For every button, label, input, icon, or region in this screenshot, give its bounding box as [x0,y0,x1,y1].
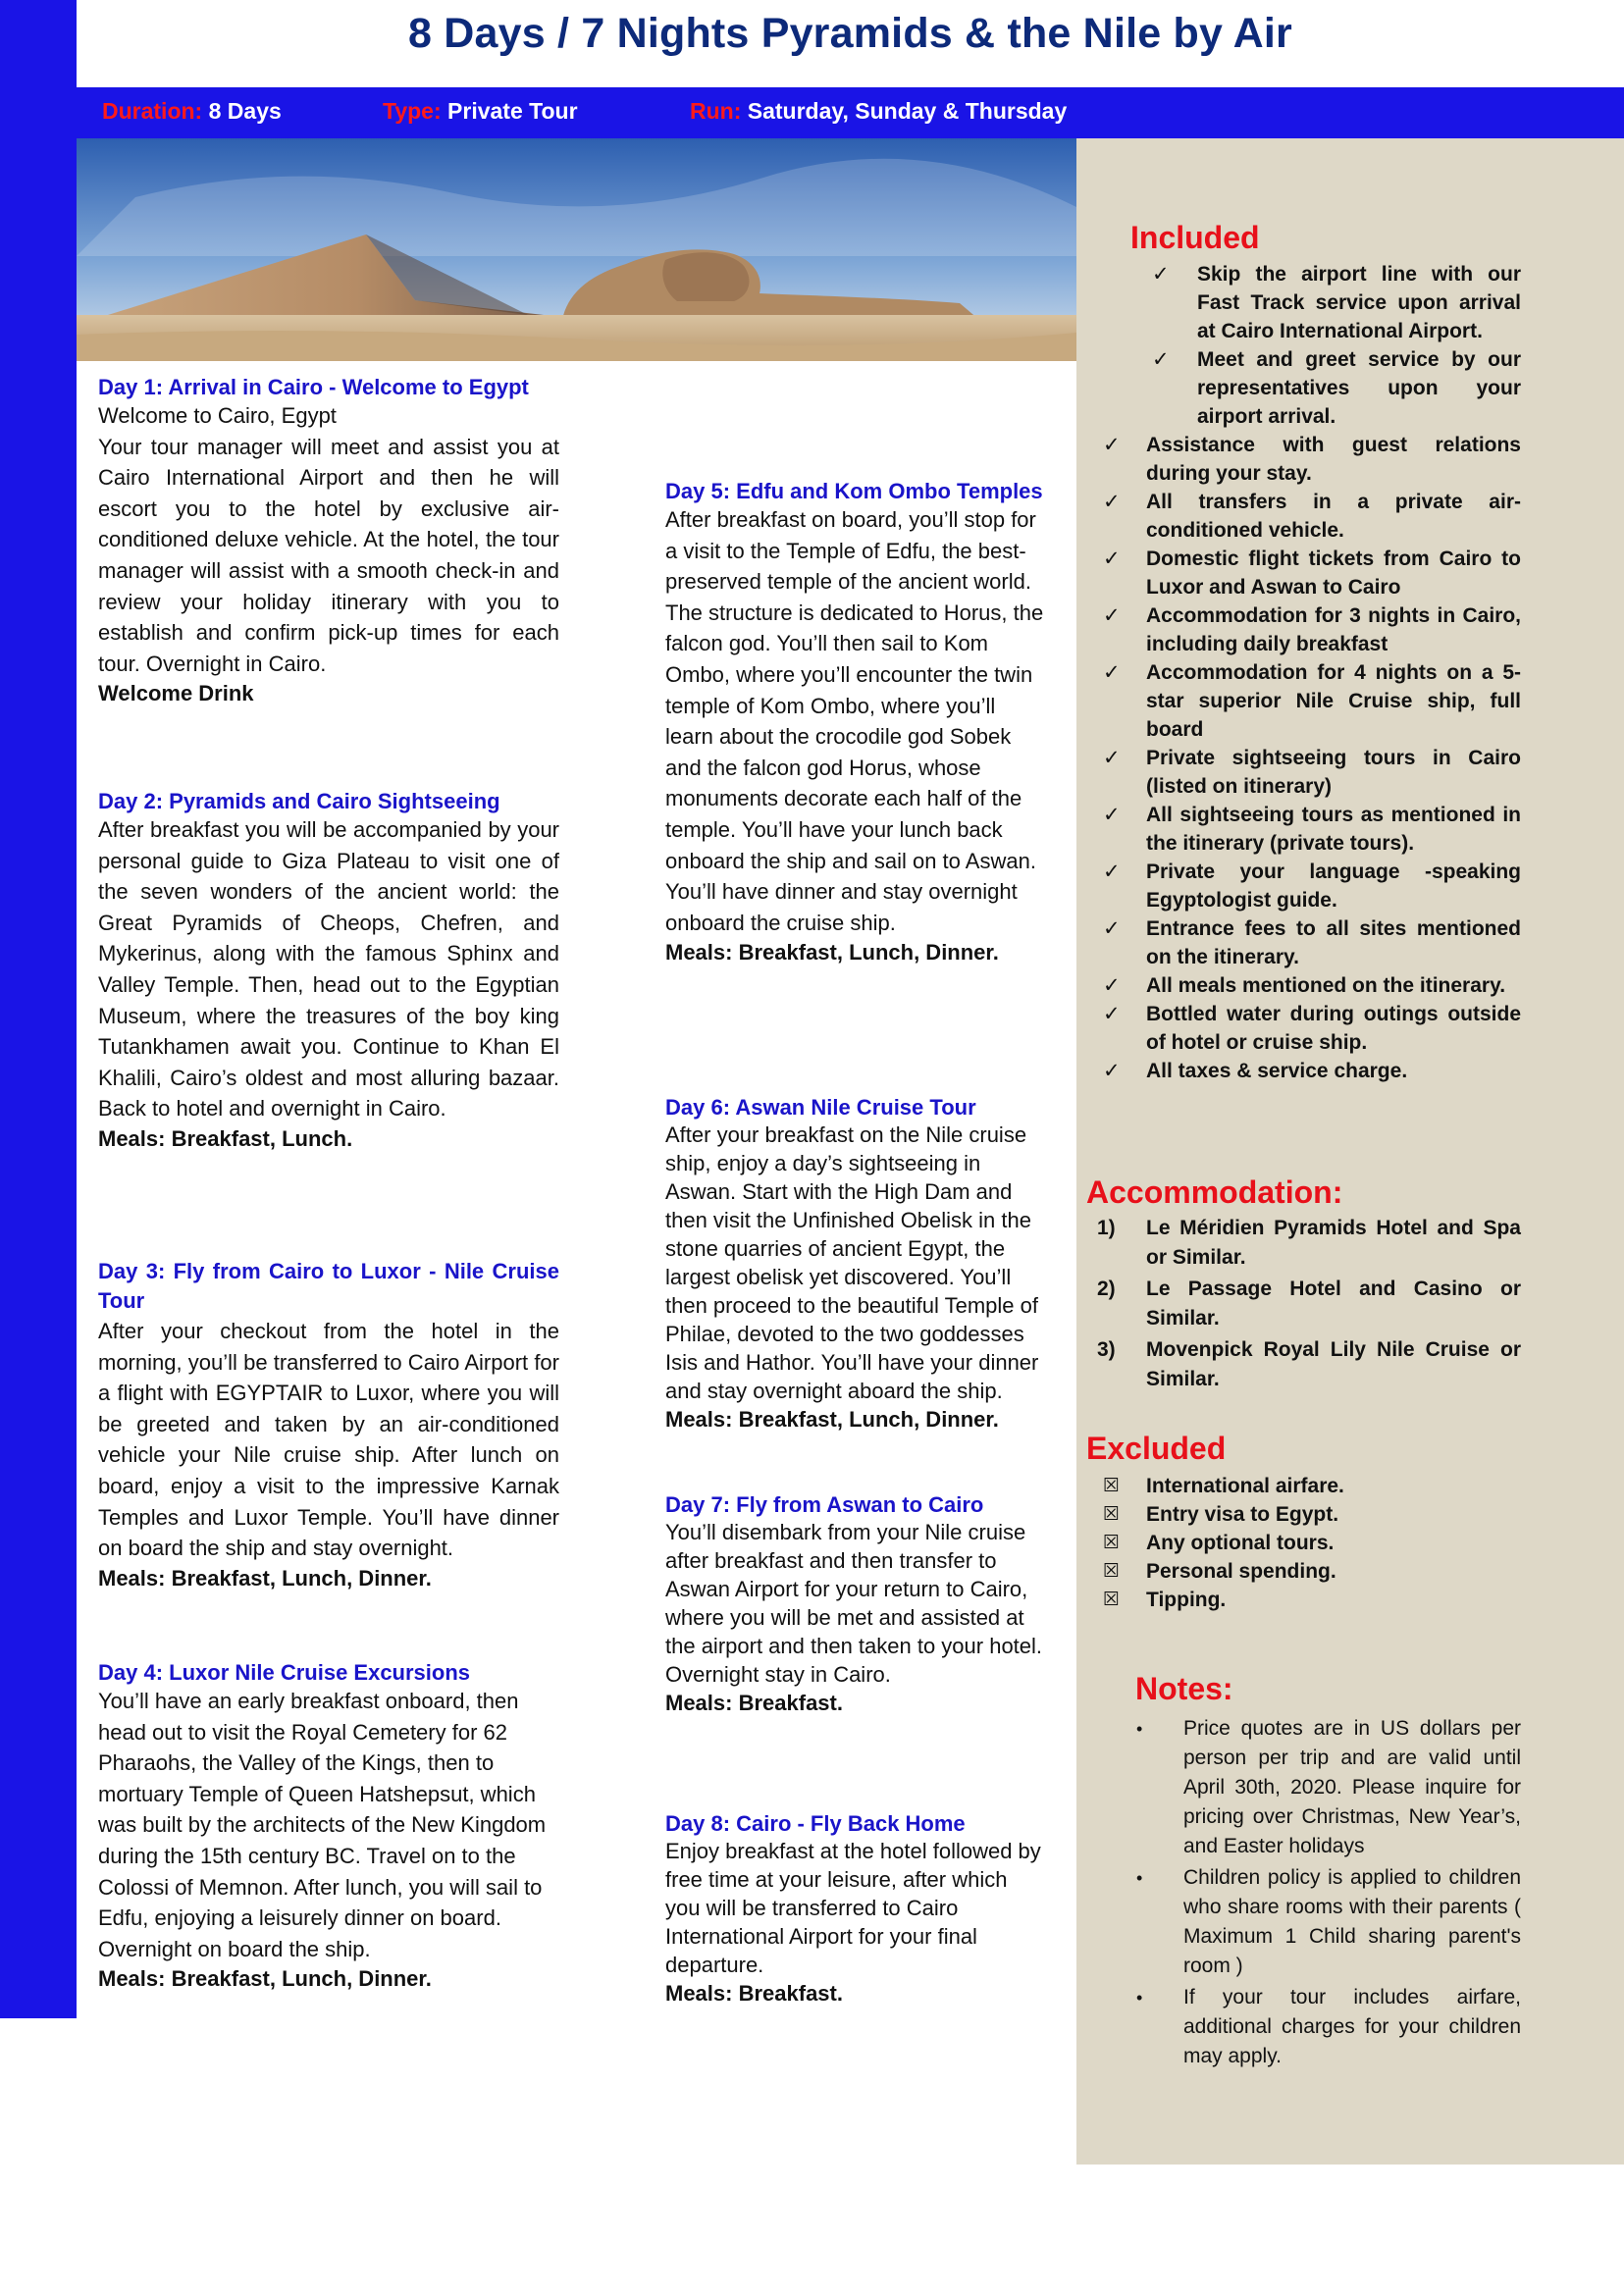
included-item: ✓ Assistance with guest relations during your stay. [1089,431,1521,488]
day-title: Day 4: Luxor Nile Cruise Excursions [98,1660,471,1685]
included-list [1089,260,1521,1085]
tour-info-bar [77,87,1624,138]
check-icon: ✓ [1103,974,1121,997]
included-item: ✓ Entrance fees to all sites mentioned on the itinerary. [1089,914,1521,971]
notes-heading: Notes: [1135,1671,1233,1706]
day-2-section [98,788,559,1154]
day-5-section [665,478,1048,967]
day-meals: Welcome Drink [98,681,254,706]
day-title: Day 5: Edfu and Kom Ombo Temples [665,479,1043,503]
included-heading: Included [1130,220,1260,255]
excluded-item: ☒ Tipping. [1089,1586,1521,1614]
type-info: Type: Private Tour [383,98,578,124]
check-icon: ✓ [1103,661,1121,684]
day-meals: Meals: Breakfast, Lunch, Dinner. [98,1565,432,1591]
check-icon: ✓ [1103,491,1121,513]
day-meals: Meals: Breakfast, Lunch, Dinner. [665,940,999,965]
excluded-item: ☒ International airfare. [1089,1472,1521,1500]
day-1-section [98,374,559,708]
note-item: • Children policy is applied to children who share rooms with their parents ( Maximum 1 Child sharing parent's room ) [1109,1863,1521,1981]
included-item: ✓ Domestic flight tickets from Cairo to Luxor and Aswan to Cairo [1089,545,1521,601]
check-icon: ✓ [1103,917,1121,940]
box-x-icon: ☒ [1103,1561,1121,1582]
pyramids-sphinx-photo [77,138,1076,361]
check-icon: ✓ [1103,548,1121,570]
accommodation-item: 1) Le Méridien Pyramids Hotel and Spa or Similar. [1097,1217,1521,1269]
box-x-icon: ☒ [1103,1476,1121,1496]
day-text: Enjoy breakfast at the hotel followed by free time at your leisure, after which you will be transferred to Cairo International Airport for your final departure. [665,1839,1041,1977]
excluded-heading: Excluded [1086,1431,1227,1466]
day-title: Day 3: Fly from Cairo to Luxor - Nile Cruise Tour [98,1259,559,1313]
day-title: Day 1: Arrival in Cairo - Welcome to Egypt [98,375,529,399]
day-3-section [98,1257,559,1593]
left-accent-bar [0,0,77,2018]
check-icon: ✓ [1103,1003,1121,1025]
day-meals: Meals: Breakfast, Lunch, Dinner. [98,1966,432,1992]
duration-info: Duration: 8 Days [102,98,282,124]
day-title: Day 2: Pyramids and Cairo Sightseeing [98,789,500,813]
check-icon: ✓ [1103,804,1121,826]
box-x-icon: ☒ [1103,1590,1121,1610]
note-item: • If your tour includes airfare, additional charges for your children may apply. [1109,1983,1521,2071]
included-item: ✓ Meet and greet service by our representatives upon your airport arrival. [1089,345,1521,431]
included-item: ✓ All sightseeing tours as mentioned in the itinerary (private tours). [1089,801,1521,858]
check-icon: ✓ [1152,348,1170,371]
day-4-section [98,1659,559,1994]
page-title: 8 Days / 7 Nights Pyramids & the Nile by Air [408,10,1292,57]
day-text: You’ll have an early breakfast onboard, then head out to visit the Royal Cemetery for 62 Pharaohs, the Valley of the Kings, then to mortuary Temple of Queen Hatshepsut, which was built by the architects of the New Kingdom during the 15th century BC. Travel on to the Colossi of Memnon. After lunch, you will sail to Edfu, enjoying a leisurely dinner on board. Overnight on board the ship. [98,1689,547,1961]
day-meals: Meals: Breakfast, Lunch. [98,1125,353,1151]
day-title: Day 7: Fly from Aswan to Cairo [665,1492,984,1517]
day-text: After your checkout from the hotel in the morning, you’ll be transferred to Cairo Airport for a flight with EGYPTAIR to Luxor, where you will be greeted and taken by an air-conditioned vehicle your Nile cruise ship. After lunch on board, enjoy a visit to the impressive Karnak Temples and Luxor Temple. You’ll have dinner on board the ship and stay overnight. [98,1319,559,1561]
excluded-list [1089,1472,1521,1614]
day-intro: Welcome to Cairo, Egypt [98,403,337,428]
included-item: ✓ Skip the airport line with our Fast Track service upon arrival at Cairo International Airport. [1089,260,1521,345]
day-7-section [665,1491,1048,1718]
run-info: Run: Saturday, Sunday & Thursday [690,98,1068,124]
day-meals: Meals: Breakfast. [665,1691,843,1715]
day-title: Day 6: Aswan Nile Cruise Tour [665,1095,976,1120]
day-text: Your tour manager will meet and assist you at Cairo International Airport and then he will escort you to the hotel by exclusive air-conditioned deluxe vehicle. At the hotel, the tour manager will assist with a smooth check-in and review your holiday itinerary with you to establish and confirm pick-up times for each tour. Overnight in Cairo. [98,434,559,676]
day-title: Day 8: Cairo - Fly Back Home [665,1811,966,1836]
included-item: ✓ Private your language -speaking Egyptologist guide. [1089,858,1521,914]
day-text: After your breakfast on the Nile cruise ship, enjoy a day’s sightseeing in Aswan. Start with the High Dam and then visit the Unfinished Obelisk in the stone quarries of ancient Egypt, the largest obelisk yet discovered. You’ll then proceed to the beautiful Temple of Philae, devoted to the two goddesses Isis and Hathor. You’ll have your dinner and stay overnight aboard the ship. [665,1122,1039,1403]
bullet-icon: • [1136,1868,1143,1888]
included-item: ✓ Accommodation for 3 nights in Cairo, including daily breakfast [1089,601,1521,658]
accommodation-item: 3) Movenpick Royal Lily Nile Cruise or Similar. [1097,1338,1521,1390]
included-item: ✓ All taxes & service charge. [1089,1057,1521,1085]
check-icon: ✓ [1103,1060,1121,1082]
day-text: You’ll disembark from your Nile cruise after breakfast and then transfer to Aswan Airport for your return to Cairo, where you will be met and assisted at the airport and then taken to your hotel. Overnight stay in Cairo. [665,1520,1043,1687]
check-icon: ✓ [1152,263,1170,286]
day-6-section [665,1094,1048,1434]
bullet-icon: • [1136,1988,1143,2008]
day-text: After breakfast on board, you’ll stop for a visit to the Temple of Edfu, the best-preserved temple of the ancient world. The structure is dedicated to Horus, the falcon god. You’ll then sail to Kom Ombo, where you’ll encounter the twin temple of Kom Ombo, where you’ll learn about the crocodile god Sobek and the falcon god Horus, whose monuments decorate each half of the temple. You’ll have your lunch back onboard the ship and sail on to Aswan. You’ll have dinner and stay overnight onboard the cruise ship. [665,507,1044,935]
excluded-item: ☒ Entry visa to Egypt. [1089,1500,1521,1529]
check-icon: ✓ [1103,747,1121,769]
note-item: • Price quotes are in US dollars per person per trip and are valid until April 30th, 2020. Please inquire for pricing over Christmas, New Year’s, and Easter holidays [1109,1714,1521,1861]
accommodation-list [1089,1214,1521,1394]
check-icon: ✓ [1103,434,1121,456]
box-x-icon: ☒ [1103,1504,1121,1525]
day-8-section [665,1810,1048,2008]
included-item: ✓ Bottled water during outings outside of hotel or cruise ship. [1089,1000,1521,1057]
day-meals: Meals: Breakfast, Lunch, Dinner. [665,1407,999,1432]
check-icon: ✓ [1103,604,1121,627]
included-item: ✓ Private sightseeing tours in Cairo (listed on itinerary) [1089,744,1521,801]
included-item: ✓ All transfers in a private air-conditioned vehicle. [1089,488,1521,545]
accommodation-item: 2) Le Passage Hotel and Casino or Similar. [1097,1278,1521,1330]
excluded-item: ☒ Any optional tours. [1089,1529,1521,1557]
check-icon: ✓ [1103,861,1121,883]
included-item: ✓ Accommodation for 4 nights on a 5-star superior Nile Cruise ship, full board [1089,658,1521,744]
day-meals: Meals: Breakfast. [665,1981,843,2006]
included-item: ✓ All meals mentioned on the itinerary. [1089,971,1521,1000]
box-x-icon: ☒ [1103,1533,1121,1553]
day-text: After breakfast you will be accompanied by your personal guide to Giza Plateau to visit one of the seven wonders of the ancient world: the Great Pyramids of Cheops, Chefren, and Mykerinus, along with the famous Sphinx and Valley Temple. Then, head out to the Egyptian Museum, where the treasures of the boy king Tutankhamen await you. Continue to Khan El Khalili, Cairo’s oldest and most alluring bazaar. Back to hotel and overnight in Cairo. [98,817,559,1121]
bullet-icon: • [1136,1719,1143,1739]
excluded-item: ☒ Personal spending. [1089,1557,1521,1586]
accommodation-heading: Accommodation: [1086,1174,1343,1210]
notes-list [1109,1714,1521,2073]
